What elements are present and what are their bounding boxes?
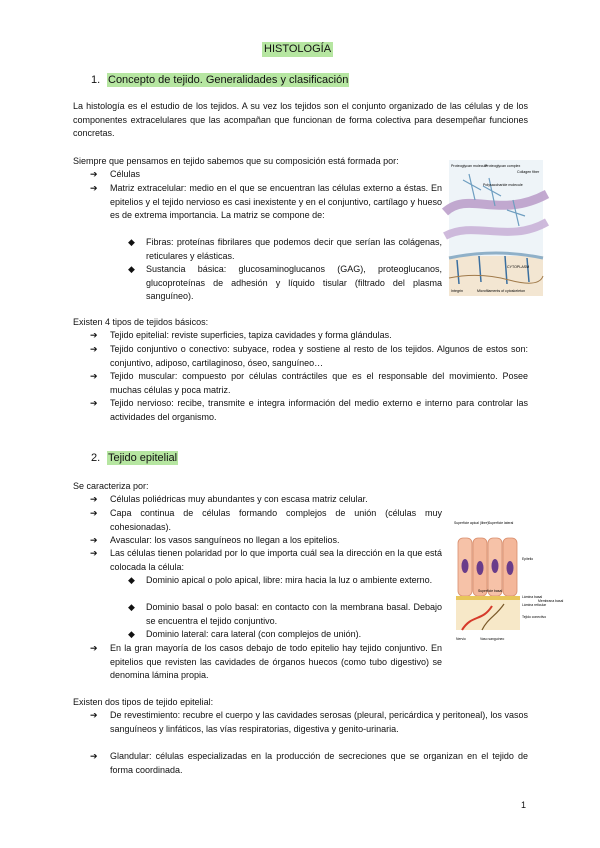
figure-label: Superficie apical (libre) <box>454 521 489 525</box>
diamond-icon: ◆ <box>128 575 135 585</box>
list-item-text: Tejido muscular: compuesto por células contráctiles que es el responsable del movimiento. Posee muchas células y poca matriz. <box>110 371 528 395</box>
arrow-icon: ➔ <box>90 643 98 653</box>
sub-list-item-text: Dominio lateral: cara lateral (con complejos de unión). <box>146 629 362 639</box>
figure-label: Nervio <box>456 637 466 641</box>
section-1-lead: Siempre que pensamos en tejido sabemos que su composición está formada por: <box>73 156 399 166</box>
section-2-lead: Se caracteriza por: <box>73 481 149 491</box>
section-1-heading <box>91 74 349 87</box>
list-item-text: De revestimiento: recubre el cuerpo y las cavidades serosas (pleural, pericárdica y peritoneal), los vasos sanguíneos y linfáticos, las vías respiratorias, digestiva y genito-urinaria. <box>110 710 528 734</box>
figure-label: Proteoglycan complex <box>485 164 521 168</box>
list-item <box>90 397 528 424</box>
section-1-intro: La histología es el estudio de los tejidos. A su vez los tejidos son el conjunto organizado de las células y de los componentes extracelulares que las acompañan que funcionan de forma colectiva para desempeñar funciones concretas. <box>73 101 528 139</box>
arrow-icon: ➔ <box>90 710 98 720</box>
figure-label: Lámina basal <box>522 595 543 599</box>
figure-label: Vaso sanguíneo <box>480 637 505 641</box>
arrow-icon: ➔ <box>90 398 98 408</box>
figure-label: Polysaccharide molecule <box>483 183 523 187</box>
section-1-title: Concepto de tejido. Generalidades y clasificación <box>108 74 349 86</box>
section-2-types-lead: Existen dos tipos de tejido epitelial: <box>73 697 214 707</box>
list-item <box>90 493 440 507</box>
figure-label: Proteoglycan molecule <box>451 164 488 168</box>
diamond-icon: ◆ <box>128 629 135 639</box>
section-1-types-lead: Existen 4 tipos de tejidos básicos: <box>73 317 209 327</box>
list-item-text: Células poliédricas muy abundantes y con escasa matriz celular. <box>110 494 368 504</box>
arrow-icon: ➔ <box>90 494 98 504</box>
list-item-text: Tejido conjuntivo o conectivo: subyace, rodea y sostiene al resto de los tejidos. Algunos de estos son: conjuntivo, adiposo, cartilaginoso, óseo, sanguíneo… <box>110 344 528 368</box>
diamond-icon: ◆ <box>128 602 135 612</box>
arrow-icon: ➔ <box>90 183 98 193</box>
list-item-text: Células <box>110 169 141 179</box>
sub-list-item <box>128 601 442 628</box>
sub-list-item <box>128 574 442 588</box>
diamond-icon: ◆ <box>128 264 135 274</box>
page-number: 1 <box>521 800 527 810</box>
section-2-heading <box>91 452 178 465</box>
section-2-title: Tejido epitelial <box>108 452 178 464</box>
figure-label: Superficie lateral <box>488 521 514 525</box>
arrow-icon: ➔ <box>90 330 98 340</box>
list-item <box>90 547 442 574</box>
list-item-text: Capa continua de células formando complejos de unión (células muy cohesionadas). <box>110 508 442 532</box>
figure-label: Membrana basal <box>538 599 564 603</box>
arrow-icon: ➔ <box>90 169 98 179</box>
diamond-icon: ◆ <box>128 237 135 247</box>
list-item <box>90 343 528 370</box>
list-item-text: Matriz extracelular: medio en el que se encuentran las células externo a éstas. En epitelios y el tejido nervioso es casi inexistente y en el conjuntivo, cartílago y hueso es de extrema importancia. La matriz se compone de: <box>110 183 442 221</box>
list-item <box>90 182 442 223</box>
figure-label: Collagen fiber <box>517 170 540 174</box>
list-item-text: En la gran mayoría de los casos debajo de todo epitelio hay tejido conjuntivo. En epitelios que revisten las cavidades de órganos huecos (como tubo digestivo) se denomina lámina propia. <box>110 643 442 681</box>
list-item <box>90 750 528 777</box>
section-1-number: 1. <box>91 74 101 86</box>
arrow-icon: ➔ <box>90 371 98 381</box>
list-item-text: Tejido nervioso: recibe, transmite e integra información del medio externo e interno para controlar las actividades del organismo. <box>110 398 528 422</box>
basal-lamina <box>456 596 520 600</box>
epithelium-figure <box>452 518 564 648</box>
sub-list-item <box>128 236 442 263</box>
list-item-text: Glandular: células especializadas en la producción de secreciones que se organizan en el tejido de forma coordinada. <box>110 751 528 775</box>
arrow-icon: ➔ <box>90 535 98 545</box>
section-2-number: 2. <box>91 452 101 464</box>
list-item <box>90 507 442 534</box>
sub-list-item <box>128 628 442 642</box>
list-item <box>90 329 528 343</box>
sub-list-item-text: Fibras: proteínas fibrilares que podemos decir que serían las colágenas, reticulares y elásticas. <box>146 237 442 261</box>
arrow-icon: ➔ <box>90 751 98 761</box>
sub-list-item <box>128 263 442 304</box>
list-item-text: Las células tienen polaridad por lo que importa cuál sea la dirección en la que está colocada la célula: <box>110 548 442 572</box>
list-item-text: Tejido epitelial: reviste superficies, tapiza cavidades y forma glándulas. <box>110 330 392 340</box>
arrow-icon: ➔ <box>90 344 98 354</box>
list-item <box>90 168 440 182</box>
list-item <box>90 709 528 736</box>
sub-list-item-text: Dominio basal o polo basal: en contacto con la membrana basal. Debajo se encuentra el tejido conjuntivo. <box>146 602 442 626</box>
arrow-icon: ➔ <box>90 508 98 518</box>
figure-label: Epitelio <box>522 557 534 561</box>
sub-list-item-text: Sustancia básica: glucosaminoglucanos (GAG), proteoglucanos, glucoproteínas de adhesión y líquido tisular (filtrado del plasma sanguíneo). <box>146 264 442 302</box>
list-item <box>90 534 442 548</box>
figure-label: Tejido conectivo <box>522 615 547 619</box>
figure-label: Microfilaments of cytoskeleton <box>477 289 526 293</box>
extracellular-matrix-figure <box>449 160 543 296</box>
figure-label: Lámina reticular <box>522 603 547 607</box>
list-item-text: Avascular: los vasos sanguíneos no llegan a los epitelios. <box>110 535 340 545</box>
figure-label: Superficie basal <box>478 589 503 593</box>
sub-list-item-text: Dominio apical o polo apical, libre: mira hacia la luz o ambiente externo. <box>146 575 433 585</box>
figure-label: Integrin <box>451 289 463 293</box>
arrow-icon: ➔ <box>90 548 98 558</box>
list-item <box>90 642 442 683</box>
page-title: HISTOLOGÍA <box>264 43 332 55</box>
list-item <box>90 370 528 397</box>
figure-label: CYTOPLASM <box>507 265 530 269</box>
